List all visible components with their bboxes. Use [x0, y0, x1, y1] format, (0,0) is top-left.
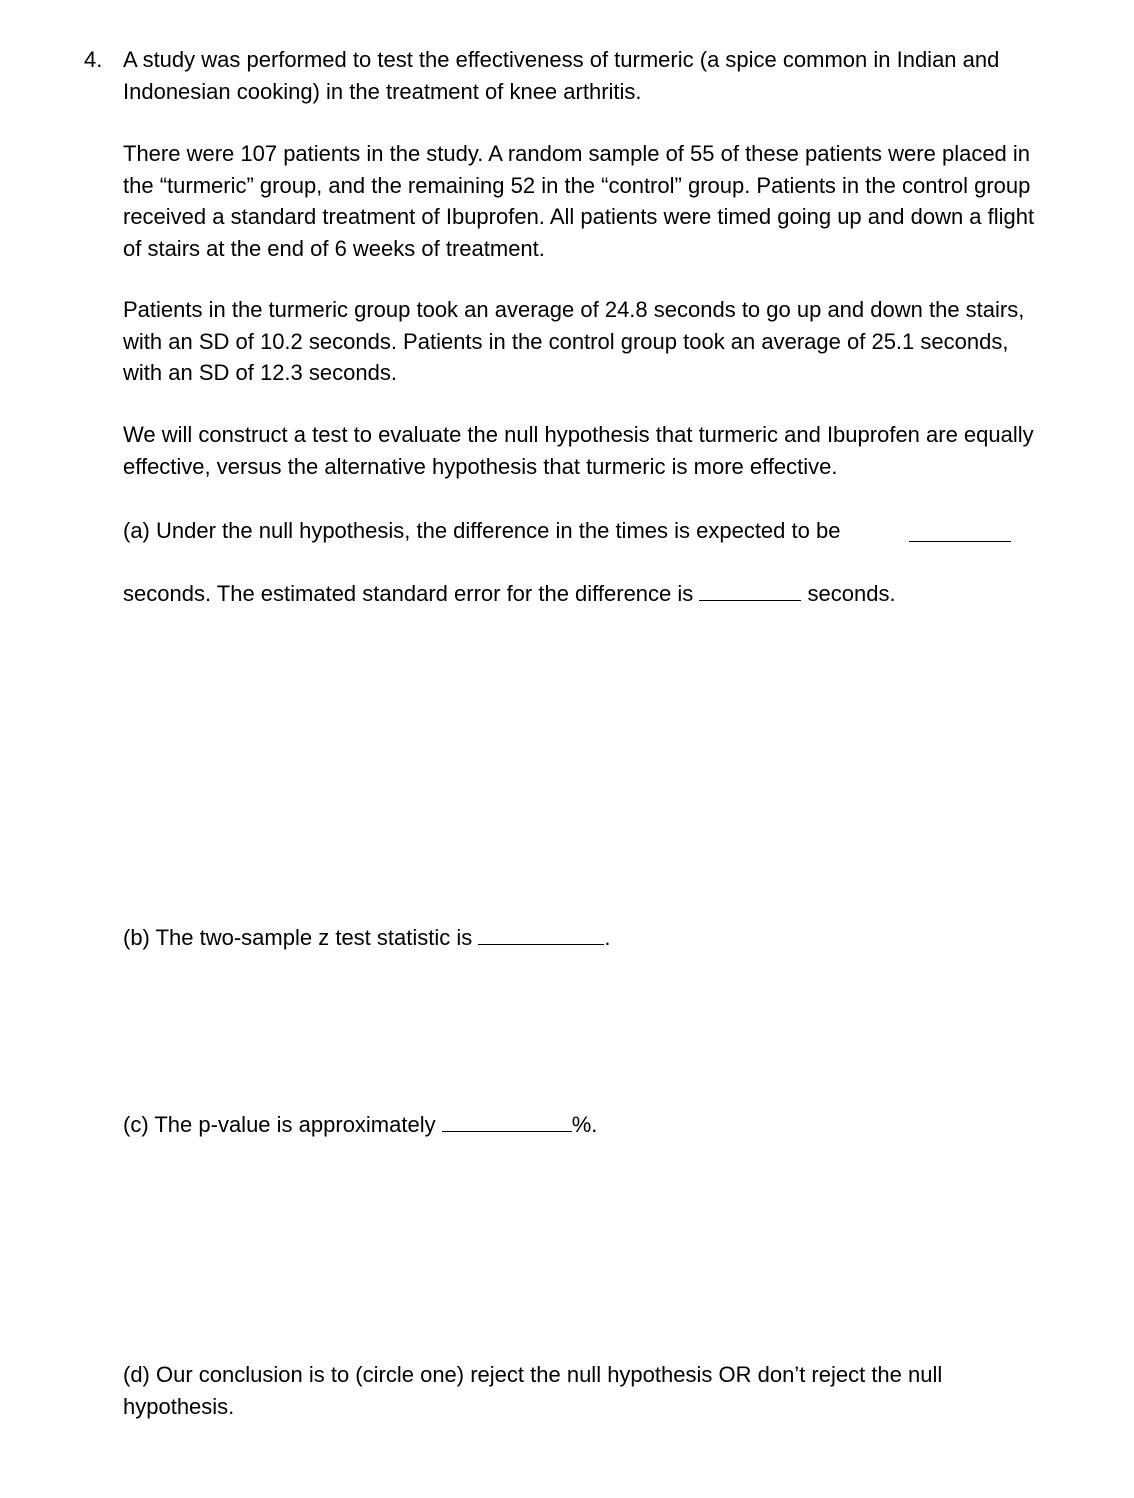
z-statistic-blank[interactable] [478, 922, 604, 945]
p-value-blank[interactable] [442, 1109, 572, 1132]
part-a-line-2 [123, 578, 1043, 610]
expected-difference-blank[interactable] [909, 519, 1011, 542]
study-description-paragraph: There were 107 patients in the study. A random sample of 55 of these patients were placed in the “turmeric” group, and the remaining 52 in the “control” group. Patients in the control group received a standard treatment of Ibuprofen. All patients were timed going up and down a flight of stairs at the end of 6 weeks of treatment. [123, 141, 1035, 261]
part-d: (d) Our conclusion is to (circle one) reject the null hypothesis OR don’t reject the null hypothesis. [123, 1362, 943, 1419]
part-b [123, 922, 1043, 954]
part-c-percent: %. [571, 1112, 598, 1137]
hypothesis-paragraph: We will construct a test to evaluate the null hypothesis that turmeric and Ibuprofen are equally effective, versus the alternative hypothesis that turmeric is more effective. [123, 422, 1034, 479]
part-a-line-1 [123, 515, 1023, 547]
part-c [123, 1109, 1043, 1141]
part-a-text-1: (a) Under the null hypothesis, the difference in the times is expected to be [123, 518, 841, 543]
standard-error-blank[interactable] [699, 578, 801, 601]
part-b-text: (b) The two-sample z test statistic is [123, 925, 473, 950]
part-a-text-2: seconds. The estimated standard error for the difference is [123, 581, 694, 606]
results-paragraph: Patients in the turmeric group took an average of 24.8 seconds to go up and down the stairs, with an SD of 10.2 seconds. Patients in the control group took an average of 25.1 seconds, with an SD of 12.3 seconds. [123, 297, 1025, 385]
part-c-text: (c) The p-value is approximately [123, 1112, 436, 1137]
part-b-period: . [604, 925, 611, 950]
part-a-text-3: seconds. [807, 581, 896, 606]
question-intro: A study was performed to test the effectiveness of turmeric (a spice common in Indian and Indonesian cooking) in the treatment of knee arthritis. [123, 47, 1000, 104]
question-number: 4. [84, 47, 103, 72]
